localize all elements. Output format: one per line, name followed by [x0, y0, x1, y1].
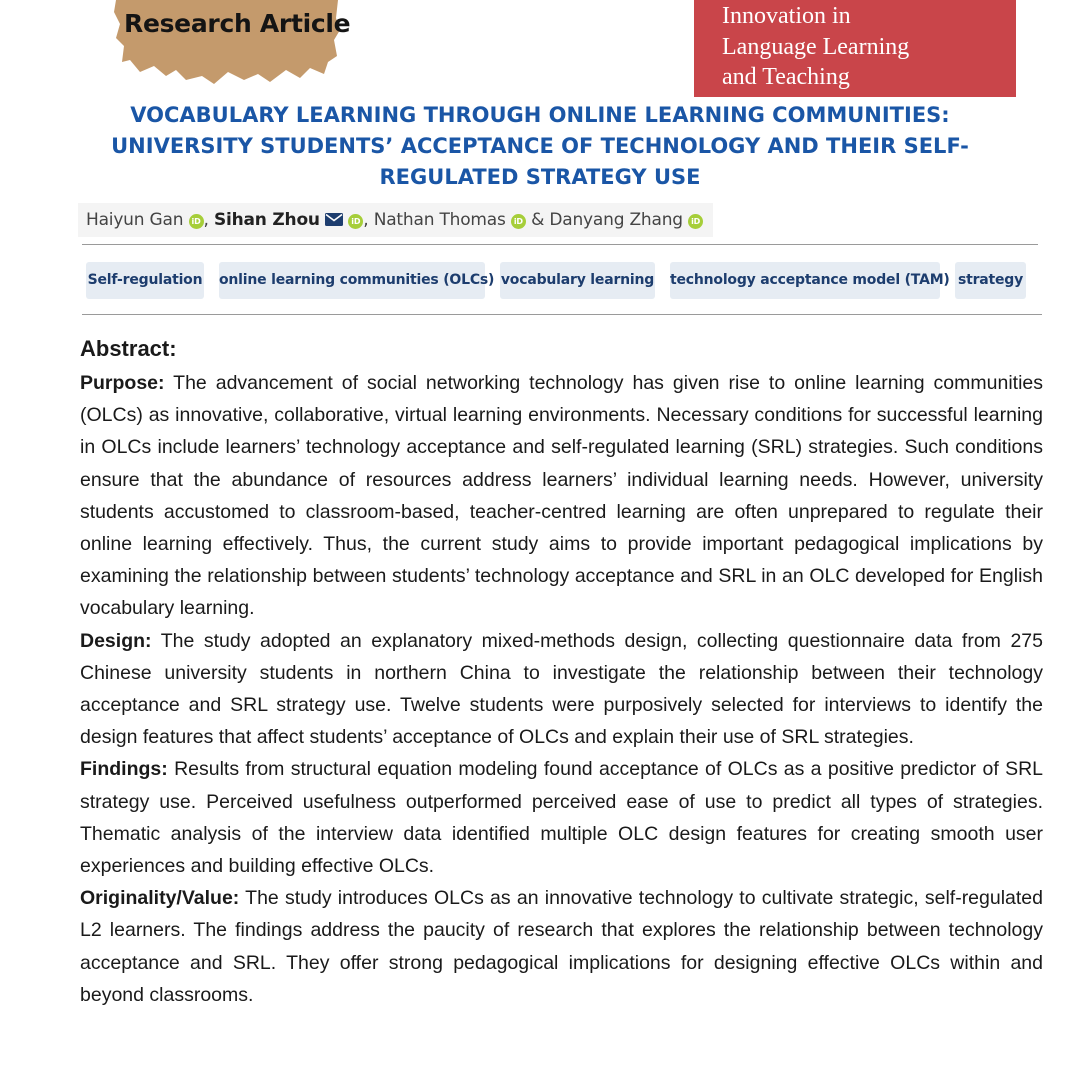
author-name[interactable]: Haiyun Gan	[86, 210, 184, 230]
abstract-section-findings	[80, 753, 1043, 882]
author-separator: ,	[203, 210, 214, 230]
author-separator: &	[525, 210, 550, 230]
abstract-section-purpose	[80, 367, 1043, 625]
section-label: Design:	[80, 629, 152, 652]
orcid-icon[interactable]: iD	[688, 214, 703, 229]
article-title-line-2: UNIVERSITY STUDENTS’ ACCEPTANCE OF TECHNOLOGY AND THEIR SELF-	[111, 134, 969, 158]
abstract-heading: Abstract:	[80, 336, 177, 361]
orcid-icon[interactable]: iD	[189, 214, 204, 229]
section-text: The study adopted an explanatory mixed-methods design, collecting questionnaire data from 275 Chinese university students in northern China to investigate the relationship between their technology acceptance and SRL strategy use. Twelve students were purposively selected for interviews to identify the design features that affect students’ acceptance of OLCs and explain their use of SRL strategies.	[80, 629, 1043, 749]
keyword-chip[interactable]: strategy	[955, 262, 1026, 299]
journal-name-line-3: and Teaching	[722, 64, 850, 90]
divider-bottom	[82, 314, 1042, 315]
abstract-section-originality	[80, 882, 1043, 1011]
keyword-chip[interactable]: online learning communities (OLCs)	[219, 262, 485, 299]
article-type-label: Research Article	[124, 9, 351, 38]
section-text: Results from structural equation modeling found acceptance of OLCs as a positive predictor of SRL strategy use. Perceived usefulness outperformed perceived ease of use to predict all types of strategies. Thematic analysis of the interview data identified multiple OLC design features for creating smooth user experiences and building effective OLCs.	[80, 758, 1043, 878]
keyword-chip[interactable]: Self-regulation	[86, 262, 204, 299]
journal-name-line-1: Innovation in	[722, 3, 851, 29]
journal-name-line-2: Language Learning	[722, 34, 910, 60]
section-text: The study introduces OLCs as an innovative technology to cultivate strategic, self-regulated L2 learners. The findings address the paucity of research that explores the relationship between technology acceptance and SRL. They offer strong pedagogical implications for designing effective OLCs within and beyond classrooms.	[80, 887, 1044, 1006]
author-name[interactable]: Nathan Thomas	[373, 210, 506, 230]
section-text: The advancement of social networking technology has given rise to online learning communities (OLCs) as innovative, collaborative, virtual learning environments. Necessary conditions for successful learning in OLCs include learners’ technology acceptance and self-regulated learning (SRL) strategies. Such conditions ensure that the abundance of resources address learners’ individual learning needs. However, university students accustomed to classroom-based, teacher-centred learning are often unprepared to regulate their online learning effectively. Thus, the current study aims to provide important pedagogical implications by examining the relationship between students’ technology acceptance and SRL in an OLC developed for English vocabulary learning.	[80, 372, 1043, 620]
keyword-chip[interactable]: vocabulary learning	[500, 262, 655, 299]
keyword-chip[interactable]: technology acceptance model (TAM)	[670, 262, 940, 299]
article-title-line-1: VOCABULARY LEARNING THROUGH ONLINE LEARNING COMMUNITIES:	[130, 103, 950, 127]
section-label: Originality/Value:	[80, 887, 240, 910]
section-label: Purpose:	[80, 372, 165, 394]
abstract-section-design	[80, 625, 1043, 754]
author-name-corresponding[interactable]: Sihan Zhou	[213, 210, 320, 230]
section-label: Findings:	[80, 758, 168, 781]
article-title-line-3: REGULATED STRATEGY USE	[379, 165, 701, 189]
author-name[interactable]: Danyang Zhang	[549, 210, 683, 230]
orcid-icon[interactable]: iD	[348, 214, 363, 229]
divider-top	[82, 244, 1038, 245]
author-separator: ,	[363, 210, 374, 230]
mail-icon[interactable]	[325, 213, 343, 226]
orcid-icon[interactable]: iD	[511, 214, 526, 229]
abstract-body	[80, 367, 1043, 1011]
author-list	[86, 210, 703, 230]
